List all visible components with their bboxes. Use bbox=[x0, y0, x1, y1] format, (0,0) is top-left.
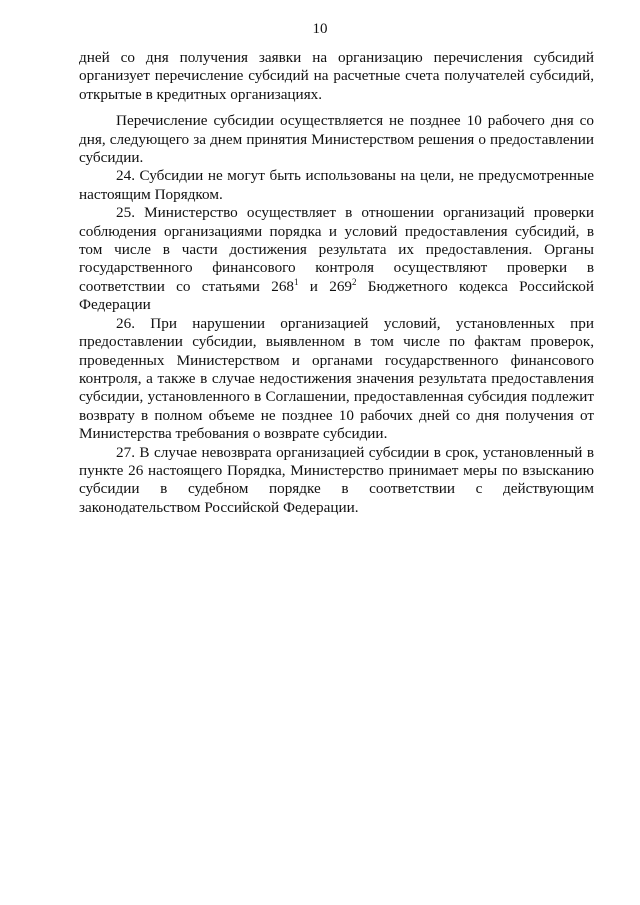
paragraph-25-text-after: Бюджетного кодекса Российской Федерации bbox=[79, 277, 594, 314]
paragraph-25-text-before: 25. Министерство осуществляет в отношении организаций проверки соблюдения организациями порядка и условий предоставления субсидий, в том числе в части достижения результата их предоставления. Органы государственного финансового контроля осуществляют проверки в соответствии со статьями 268 bbox=[79, 204, 594, 295]
paragraph-25 bbox=[79, 204, 594, 314]
document-body bbox=[79, 49, 594, 517]
paragraph-24: 24. Субсидии не могут быть использованы на цели, не предусмотренные настоящим Порядком. bbox=[79, 167, 594, 203]
paragraph-transfer-timing: Перечисление субсидии осуществляется не позднее 10 рабочего дня со дня, следующего за днем принятия Министерством решения о предоставлении субсидии. bbox=[79, 112, 594, 167]
paragraph-continuation: дней со дня получения заявки на организацию перечисления субсидий организует перечисление субсидий на расчетные счета получателей субсидий, открытые в кредитных организациях. bbox=[79, 49, 594, 103]
paragraph-26: 26. При нарушении организацией условий, установленных при предоставлении субсидии, выявленном в том числе по фактам проверок, проведенных Министерством и органами государственного финансового контроля, а также в случае недостижения значения результата предоставления субсидии, установленного в Соглашении, предоставленная субсидия подлежит возврату в полном объеме не позднее 10 рабочих дней со дня получения от Министерства требования о возврате субсидии. bbox=[79, 314, 594, 443]
paragraph-27: 27. В случае невозврата организацией субсидии в срок, установленный в пункте 26 настоящего Порядка, Министерство принимает меры по взысканию субсидии в судебном порядке в соответствии с действующим законодательством Российской Федерации. bbox=[79, 443, 594, 516]
superscript-1: 1 bbox=[294, 276, 299, 287]
page-number: 10 bbox=[312, 21, 328, 37]
paragraph-25-text-mid: и 269 bbox=[298, 277, 353, 295]
superscript-2: 2 bbox=[352, 276, 357, 287]
